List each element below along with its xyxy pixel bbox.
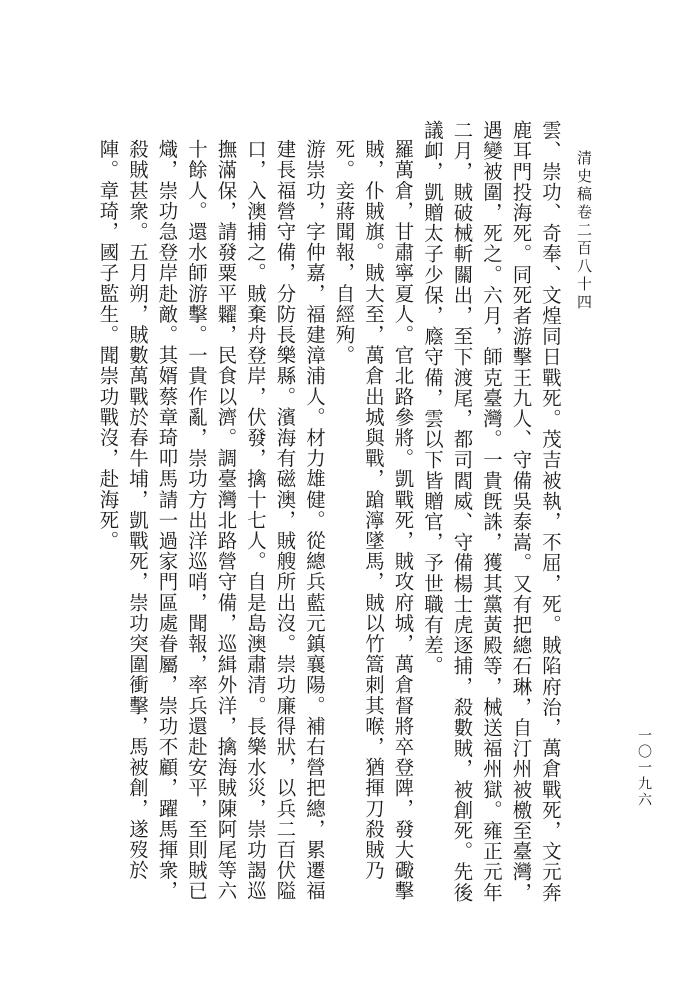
paragraph-you-chonggong: 游崇功，字仲嘉，福建漳浦人。材力雄健。從總兵藍元鎮襄陽。補右營把總，累遷福建長福營守備，分防長樂縣。濱海有磁澳，賊艘所出沒。崇功廉得狀，以兵二百伏隘口，入澳捕之。賊棄舟登岸，伏發，擒十七人。自是島澳肅清。長樂水災，崇功謁巡撫滿保，請發粟平糶，民食以濟。調臺灣北路營守備，巡緝外洋，擒海賊陳阿尾等六十餘人。還水師游擊。一貴作亂，崇功方出洋巡哨，聞報，率兵還赴安平，至則賊已熾，崇功急登岸赴敵。其婿蔡章琦叩馬請一過家門區處眷屬，崇功不顧，躍馬揮衆，殺賊甚衆。五月朔，賊數萬戰於春牛埔，凱戰死，崇功突圍衝擊，馬被創，遂歿於陣。章琦，國子監生。聞崇功戰沒，赴海死。 <box>96 139 326 902</box>
paragraph-luo-wancang: 羅萬倉，甘肅寧夏人。官北路參將。凱戰死，賊攻府城，萬倉督將卒登陴，發大礮擊賊，仆賊旗。賊大至，萬倉出城與戰，蹌濘墜馬，賊以竹篙刺其喉，猶揮刀殺賊乃死。妾蔣聞報，自經殉。 <box>332 139 415 902</box>
body-text <box>96 120 565 920</box>
running-head: 清史稿卷二百八十四 <box>575 150 593 312</box>
paragraph-continuation: 雲、崇功、奇奉、文煌同日戰死。茂吉被執，不屈，死。賊陷府治，萬倉戰死，文元奔鹿耳門投海死。同死者游擊王九人、守備吳泰嵩。又有把總石琳，自汀州被檄至臺灣，遇變被圍，死之。六月，師克臺灣。一貴旣誅，獲其黨黃殿等，械送福州獄。雍正元年二月，賊破械斬關出，至下渡尾，都司閻威、守備楊士虎逐捕，殺數賊，被創死。先後議卹，凱贈太子少保，廕守備，雲以下皆贈官，予世職有差。 <box>421 120 562 903</box>
page-number: 一〇一九六 <box>636 728 652 808</box>
